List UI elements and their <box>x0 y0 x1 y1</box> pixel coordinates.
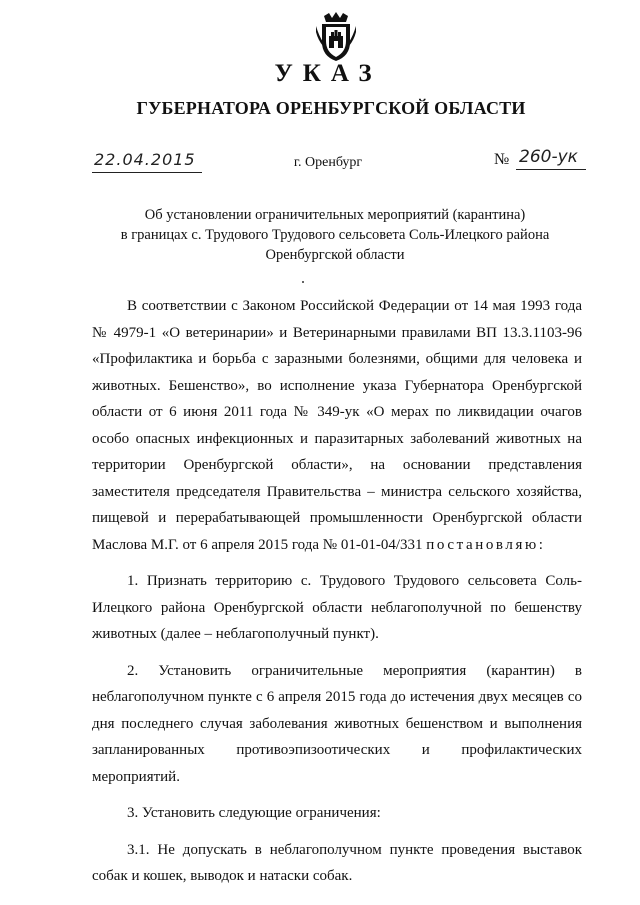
document-type-title: УКАЗ <box>274 60 382 87</box>
subject-line: Оренбургской области <box>265 247 405 263</box>
preamble-text: В соответствии с Законом Российской Федерации от 14 мая 1993 года № 4979-1 «О ветеринарии» и Ветеринарными правилами ВП 13.3.1103-96 «Профилактика и борьба с заразными болезнями, общими для человека и животных. Бешенство», во исполнение указа Губернатора Оренбургской области от 6 июня 2011 года № 349-ук «О мерах по ликвидации очагов особо опасных инфекционных и паразитарных заболеваний животных на территории Оренбургской области», на основании представления заместителя председателя Правительства – министра сельского хозяйства, пищевой и перерабатывающей промышленности Оренбургской области Маслова М.Г. от 6 апреля 2015 года № 01-01-04/331 <box>92 298 582 553</box>
subject-line: Об установлении ограничительных мероприятий (карантина) <box>144 207 526 223</box>
subject-line: в границах с. Трудового Трудового сельсовета Соль-Илецкого района <box>120 227 550 243</box>
coat-of-arms-emblem <box>316 12 356 62</box>
preamble-paragraph <box>92 293 582 558</box>
item-paragraph-1: 1. Признать территорию с. Трудового Трудового сельсовета Соль-Илецкого района Оренбургской области неблагополучной по бешенству животных (далее – неблагополучный пункт). <box>92 573 582 642</box>
item-paragraph-3: 3. Установить следующие ограничения: <box>127 805 381 821</box>
city-label: г. Оренбург <box>293 155 363 170</box>
decree-number: 260-ук <box>519 147 578 167</box>
issuer-title: ГУБЕРНАТОРА ОРЕНБУРГСКОЙ ОБЛАСТИ <box>136 98 526 118</box>
item-paragraph-3-1: 3.1. Не допускать в неблагополучном пункте проведения выставок собак и кошек, выводок и натаски собак. <box>92 841 582 884</box>
decree-body <box>92 293 582 890</box>
decree-date: 22.04.2015 <box>94 150 196 169</box>
item-paragraph-2: 2. Установить ограничительные мероприятия (карантин) в неблагополучном пункте с 6 апреля 2015 года до истечения двух месяцев со дня последнего случая заболевания животных бешенством и выполнения запланированных противоэпизоотических и профилактических мероприятий. <box>92 662 582 785</box>
decree-subject <box>100 205 570 265</box>
number-sign: № <box>494 151 510 168</box>
decree-number-field <box>516 147 586 170</box>
separator-dot <box>302 281 304 283</box>
decree-word: постановляю: <box>426 536 546 553</box>
